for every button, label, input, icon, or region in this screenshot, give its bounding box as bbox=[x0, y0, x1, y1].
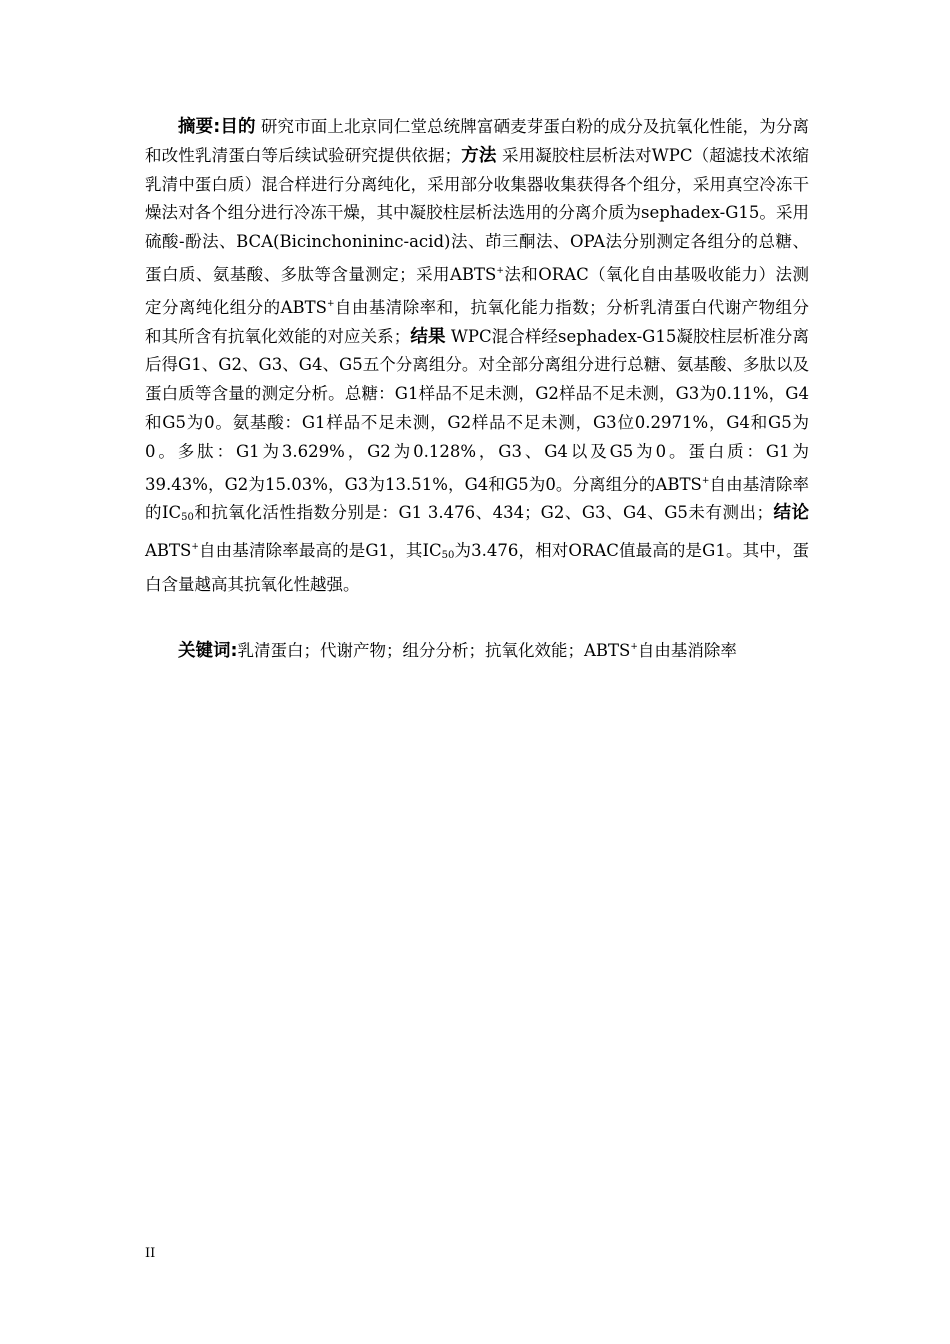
result-text: 自由基清除率的IC bbox=[145, 474, 809, 523]
method-text: 采用凝胶柱层析法对WPC（超滤技术浓缩乳清中蛋白质）混合样进行分离纯化，采用部分收集器收集获得各个组分，采用真空冷冻干燥法对各个组分进行冷冻干燥，其中凝胶柱层析法选用的分离介质为sephadex-G15。采用硫酸-酚法、BCA(Bicinchonininc-acid)法、茚三酮法、OPA法分别测定各组分的总糖、蛋白质、氨基酸、多肽等含量测定；采用ABTS bbox=[145, 145, 810, 284]
keywords-heading: 关键词: bbox=[178, 641, 238, 661]
conclusion-text: 为3.476，相对ORAC值最高的是G1。其中，蛋白含量越高其抗氧化性越强。 bbox=[145, 541, 809, 594]
keywords-text: 乳清蛋白；代谢产物；组分分析；抗氧化效能；ABTS bbox=[237, 641, 631, 660]
result-label: 结果 bbox=[410, 326, 446, 347]
page-number: II bbox=[145, 1246, 156, 1261]
subscript-50: 50 bbox=[441, 550, 455, 562]
conclusion-text: ABTS bbox=[145, 541, 192, 561]
purpose-text: 研究市面上北京同仁堂总统牌富硒麦芽蛋白粉的成分及抗氧化性能，为分离和改性乳清蛋白等后续试验研究提供依据； bbox=[145, 117, 810, 165]
method-text: 法和ORAC（氧化自由基吸收能力）法测定分离纯化组分的ABTS bbox=[145, 264, 809, 317]
superscript-plus: + bbox=[630, 642, 638, 652]
superscript-plus: + bbox=[496, 265, 504, 276]
keywords-paragraph bbox=[145, 633, 809, 666]
purpose-label: 目的 bbox=[220, 117, 256, 137]
conclusion-text: 自由基清除率最高的是G1，其IC bbox=[198, 541, 442, 561]
result-text: 和抗氧化活性指数分别是：G1 3.476、434；G2、G3、G4、G5未有测出； bbox=[193, 503, 773, 523]
superscript-plus: + bbox=[191, 542, 199, 553]
keywords-text: 自由基消除率 bbox=[637, 641, 737, 660]
method-text: 自由基清除率和，抗氧化能力指数；分析乳清蛋白代谢产物组分和其所含有抗氧化效能的对应关系； bbox=[145, 297, 810, 346]
method-label: 方法 bbox=[461, 145, 497, 166]
superscript-plus: + bbox=[326, 298, 335, 309]
subscript-50: 50 bbox=[181, 512, 194, 524]
abstract-heading: 摘要: bbox=[178, 117, 221, 137]
abstract-paragraph bbox=[145, 113, 809, 600]
result-text: WPC混合样经sephadex-G15凝胶柱层析准分离后得G1、G2、G3、G4、G5五个分离组分。对全部分离组分进行总糖、氨基酸、多肽以及蛋白质等含量的测定分析。总糖：G1样品不足未测，G2样品不足未测，G3为0.11%，G4和G5为0。氨基酸：G1样品不足未测，G2样品不足未测，G3位0.2971%，G4和G5为0。多肽：G1为3.629%，G2为0.128%，G3、G4以及G5为0。蛋白质：G1为39.43%，G2为15.03%，G3为13.51%，G4和G5为0。分离组分的ABTS bbox=[145, 326, 810, 494]
superscript-plus: + bbox=[701, 475, 710, 486]
conclusion-label: 结论 bbox=[772, 503, 809, 524]
